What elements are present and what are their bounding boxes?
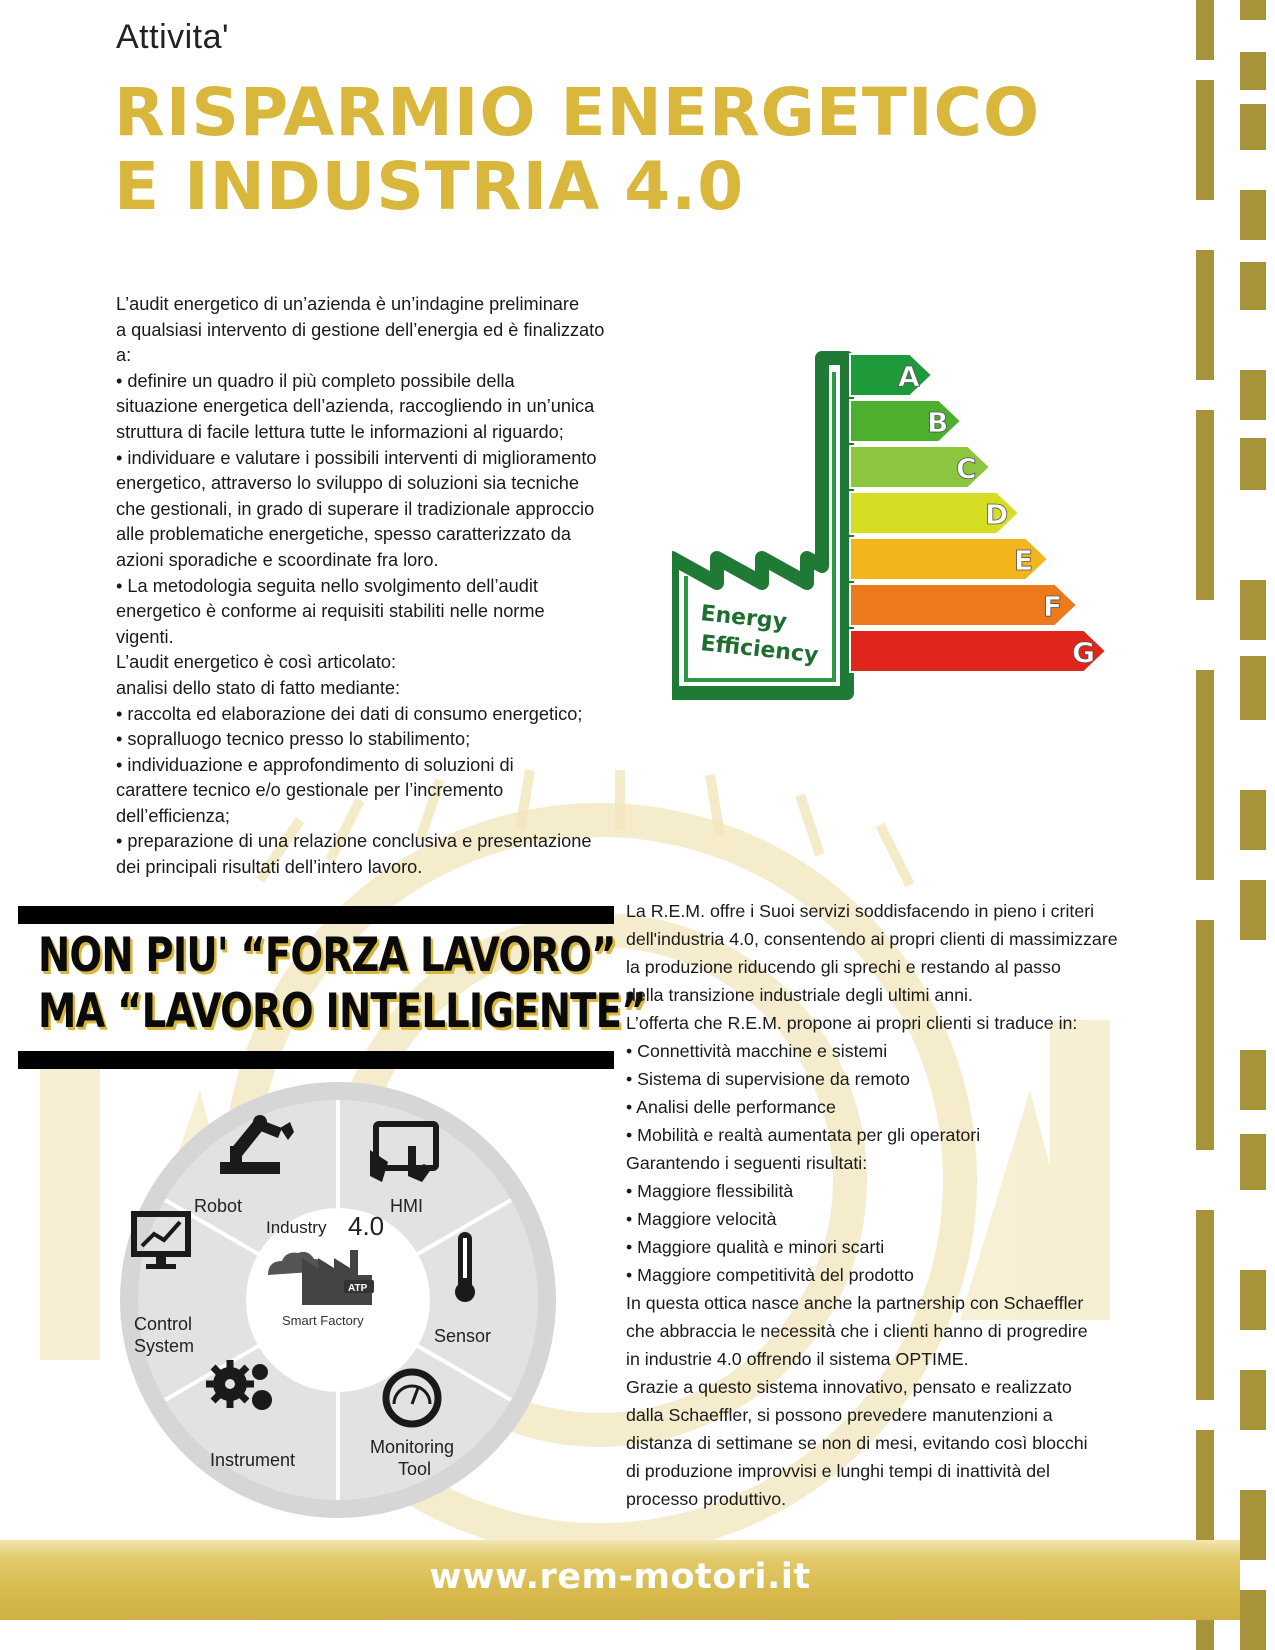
industry-wheel-diagram [118, 1080, 558, 1520]
rem-line: • Connettività macchine e sistemi [626, 1041, 888, 1061]
rem-line: • Maggiore qualità e minori scarti [626, 1237, 885, 1257]
rem-line: • Maggiore velocità [626, 1209, 777, 1229]
energy-label-line-1: Energy [699, 601, 789, 636]
energy-class-label-c: C [956, 452, 977, 485]
energy-class-bar-a [850, 354, 932, 396]
rem-line: che abbraccia le necessità che i clienti hanno di progredire [626, 1321, 1088, 1341]
segment-label-sensor: Sensor [434, 1326, 492, 1346]
audit-line: • definire un quadro il più completo possibile della [116, 370, 515, 391]
audit-line: • individuare e valutare i possibili interventi di miglioramento [116, 447, 597, 468]
rem-line: distanza di settimane se non di mesi, evitando così blocchi [626, 1433, 1088, 1453]
audit-line: alle problematiche energetiche, spesso caratterizzato da [116, 524, 571, 545]
right-decorative-stripes [1190, 0, 1275, 1650]
audit-line: energetico, attraverso lo sviluppo di soluzioni sia tecniche [116, 473, 580, 494]
audit-line: • raccolta ed elaborazione dei dati di consumo energetico; [116, 703, 583, 724]
slogan-bottom-bar [18, 1051, 614, 1069]
audit-line: a qualsiasi intervento di gestione dell’energia ed è finalizzato [116, 319, 605, 340]
audit-description [116, 292, 676, 881]
rem-line: • Maggiore flessibilità [626, 1181, 794, 1201]
rem-line: • Sistema di supervisione da remoto [626, 1069, 910, 1089]
rem-line: • Maggiore competitività del prodotto [626, 1265, 914, 1285]
audit-line: L’audit energetico di un’azienda è un’indagine preliminare [116, 294, 580, 314]
segment-label-monitoring-line-2: Tool [398, 1459, 432, 1479]
rem-line: dell'industria 4.0, consentendo ai propri clienti di massimizzare [626, 929, 1118, 949]
energy-class-label-f: F [1043, 590, 1063, 623]
rem-line: della transizione industriale degli ultimi anni. [626, 985, 973, 1005]
audit-line: carattere tecnico e/o gestionale per l’incremento [116, 780, 504, 801]
energy-class-label-e: E [1014, 544, 1034, 577]
wheel-center-version: 4.0 [348, 1211, 385, 1241]
energy-class-label-d: D [985, 498, 1009, 531]
audit-line: • preparazione di una relazione conclusiva e presentazione [116, 831, 592, 852]
page-title [114, 76, 1040, 224]
energy-class-label-a: A [898, 360, 920, 393]
segment-label-hmi: HMI [390, 1196, 423, 1216]
rem-line: processo produttivo. [626, 1489, 787, 1509]
rem-line: L’offerta che R.E.M. propone ai propri clienti si traduce in: [626, 1013, 1078, 1033]
section-label: Attivita' [116, 18, 230, 56]
audit-line: • sopralluogo tecnico presso lo stabilimento; [116, 729, 471, 750]
energy-class-label-b: B [927, 406, 949, 439]
rem-line: la produzione riducendo gli sprechi e restando al passo [626, 957, 1061, 977]
audit-line: • La metodologia seguita nello svolgimento dell’audit [116, 575, 538, 596]
sensor-thermometer-icon [455, 1232, 475, 1302]
rem-line: in industrie 4.0 offrendo il sistema OPTIME. [626, 1349, 969, 1369]
audit-line: azioni sporadiche e scoordinate fra loro. [116, 549, 439, 570]
energy-efficiency-illustration [672, 348, 1142, 718]
slogan-top-bar [18, 906, 614, 924]
rem-line: Garantendo i seguenti risultati: [626, 1153, 868, 1173]
audit-line: dell’efficienza; [116, 805, 230, 826]
audit-line: energetico è conforme ai requisiti stabiliti nelle norme [116, 601, 545, 622]
audit-line: • individuazione e approfondimento di soluzioni di [116, 754, 514, 775]
audit-line: dei principali risultati dell’intero lavoro. [116, 857, 423, 878]
energy-class-label-g: G [1072, 636, 1095, 669]
slogan-line-1: NON PIU' “FORZA LAVORO” [38, 928, 616, 983]
audit-line: vigenti. [116, 626, 174, 647]
wheel-center-badge: ATP [348, 1283, 368, 1294]
segment-label-control-line-1: Control [134, 1314, 193, 1334]
rem-offer-description [626, 897, 1186, 1513]
energy-class-bar-g [850, 630, 1106, 672]
audit-line: L’audit energetico è così articolato: [116, 652, 397, 673]
audit-line: situazione energetica dell’azienda, raccogliendo in un’unica [116, 396, 595, 417]
audit-line: struttura di facile lettura tutte le informazioni al riguardo; [116, 421, 564, 442]
rem-line: • Mobilità e realtà aumentata per gli operatori [626, 1125, 981, 1145]
audit-line: analisi dello stato di fatto mediante: [116, 677, 401, 698]
segment-label-instrument: Instrument [210, 1450, 296, 1470]
footer-website-link[interactable]: www.rem-motori.it [429, 1557, 811, 1597]
rem-line: Grazie a questo sistema innovativo, pensato e realizzato [626, 1377, 1072, 1397]
wheel-center-subtitle: Smart Factory [282, 1313, 364, 1328]
segment-label-monitoring-line-1: Monitoring [370, 1437, 455, 1457]
segment-label-robot: Robot [194, 1196, 243, 1216]
rem-line: dalla Schaeffler, si possono prevedere manutenzioni a [626, 1405, 1053, 1425]
rem-line: In questa ottica nasce anche la partnership con Schaeffler [626, 1293, 1084, 1313]
segment-label-control-line-2: System [134, 1336, 195, 1356]
rem-line: La R.E.M. offre i Suoi servizi soddisfacendo in pieno i criteri [626, 901, 1095, 921]
energy-label-line-2: Efficiency [699, 631, 820, 669]
slogan-line-2: MA “LAVORO INTELLIGENTE” [38, 984, 646, 1039]
slogan-banner [18, 906, 646, 1071]
title-line-2: E INDUSTRIA 4.0 [114, 148, 745, 225]
rem-line: di produzione improvvisi e lunghi tempi di inattività del [626, 1461, 1051, 1481]
title-line-1: RISPARMIO ENERGETICO [114, 74, 1041, 151]
rem-line: • Analisi delle performance [626, 1097, 836, 1117]
audit-line: che gestionali, in grado di superare il tradizionale approccio [116, 498, 595, 519]
wheel-center-title: Industry [266, 1218, 327, 1237]
audit-line: a: [116, 345, 132, 366]
